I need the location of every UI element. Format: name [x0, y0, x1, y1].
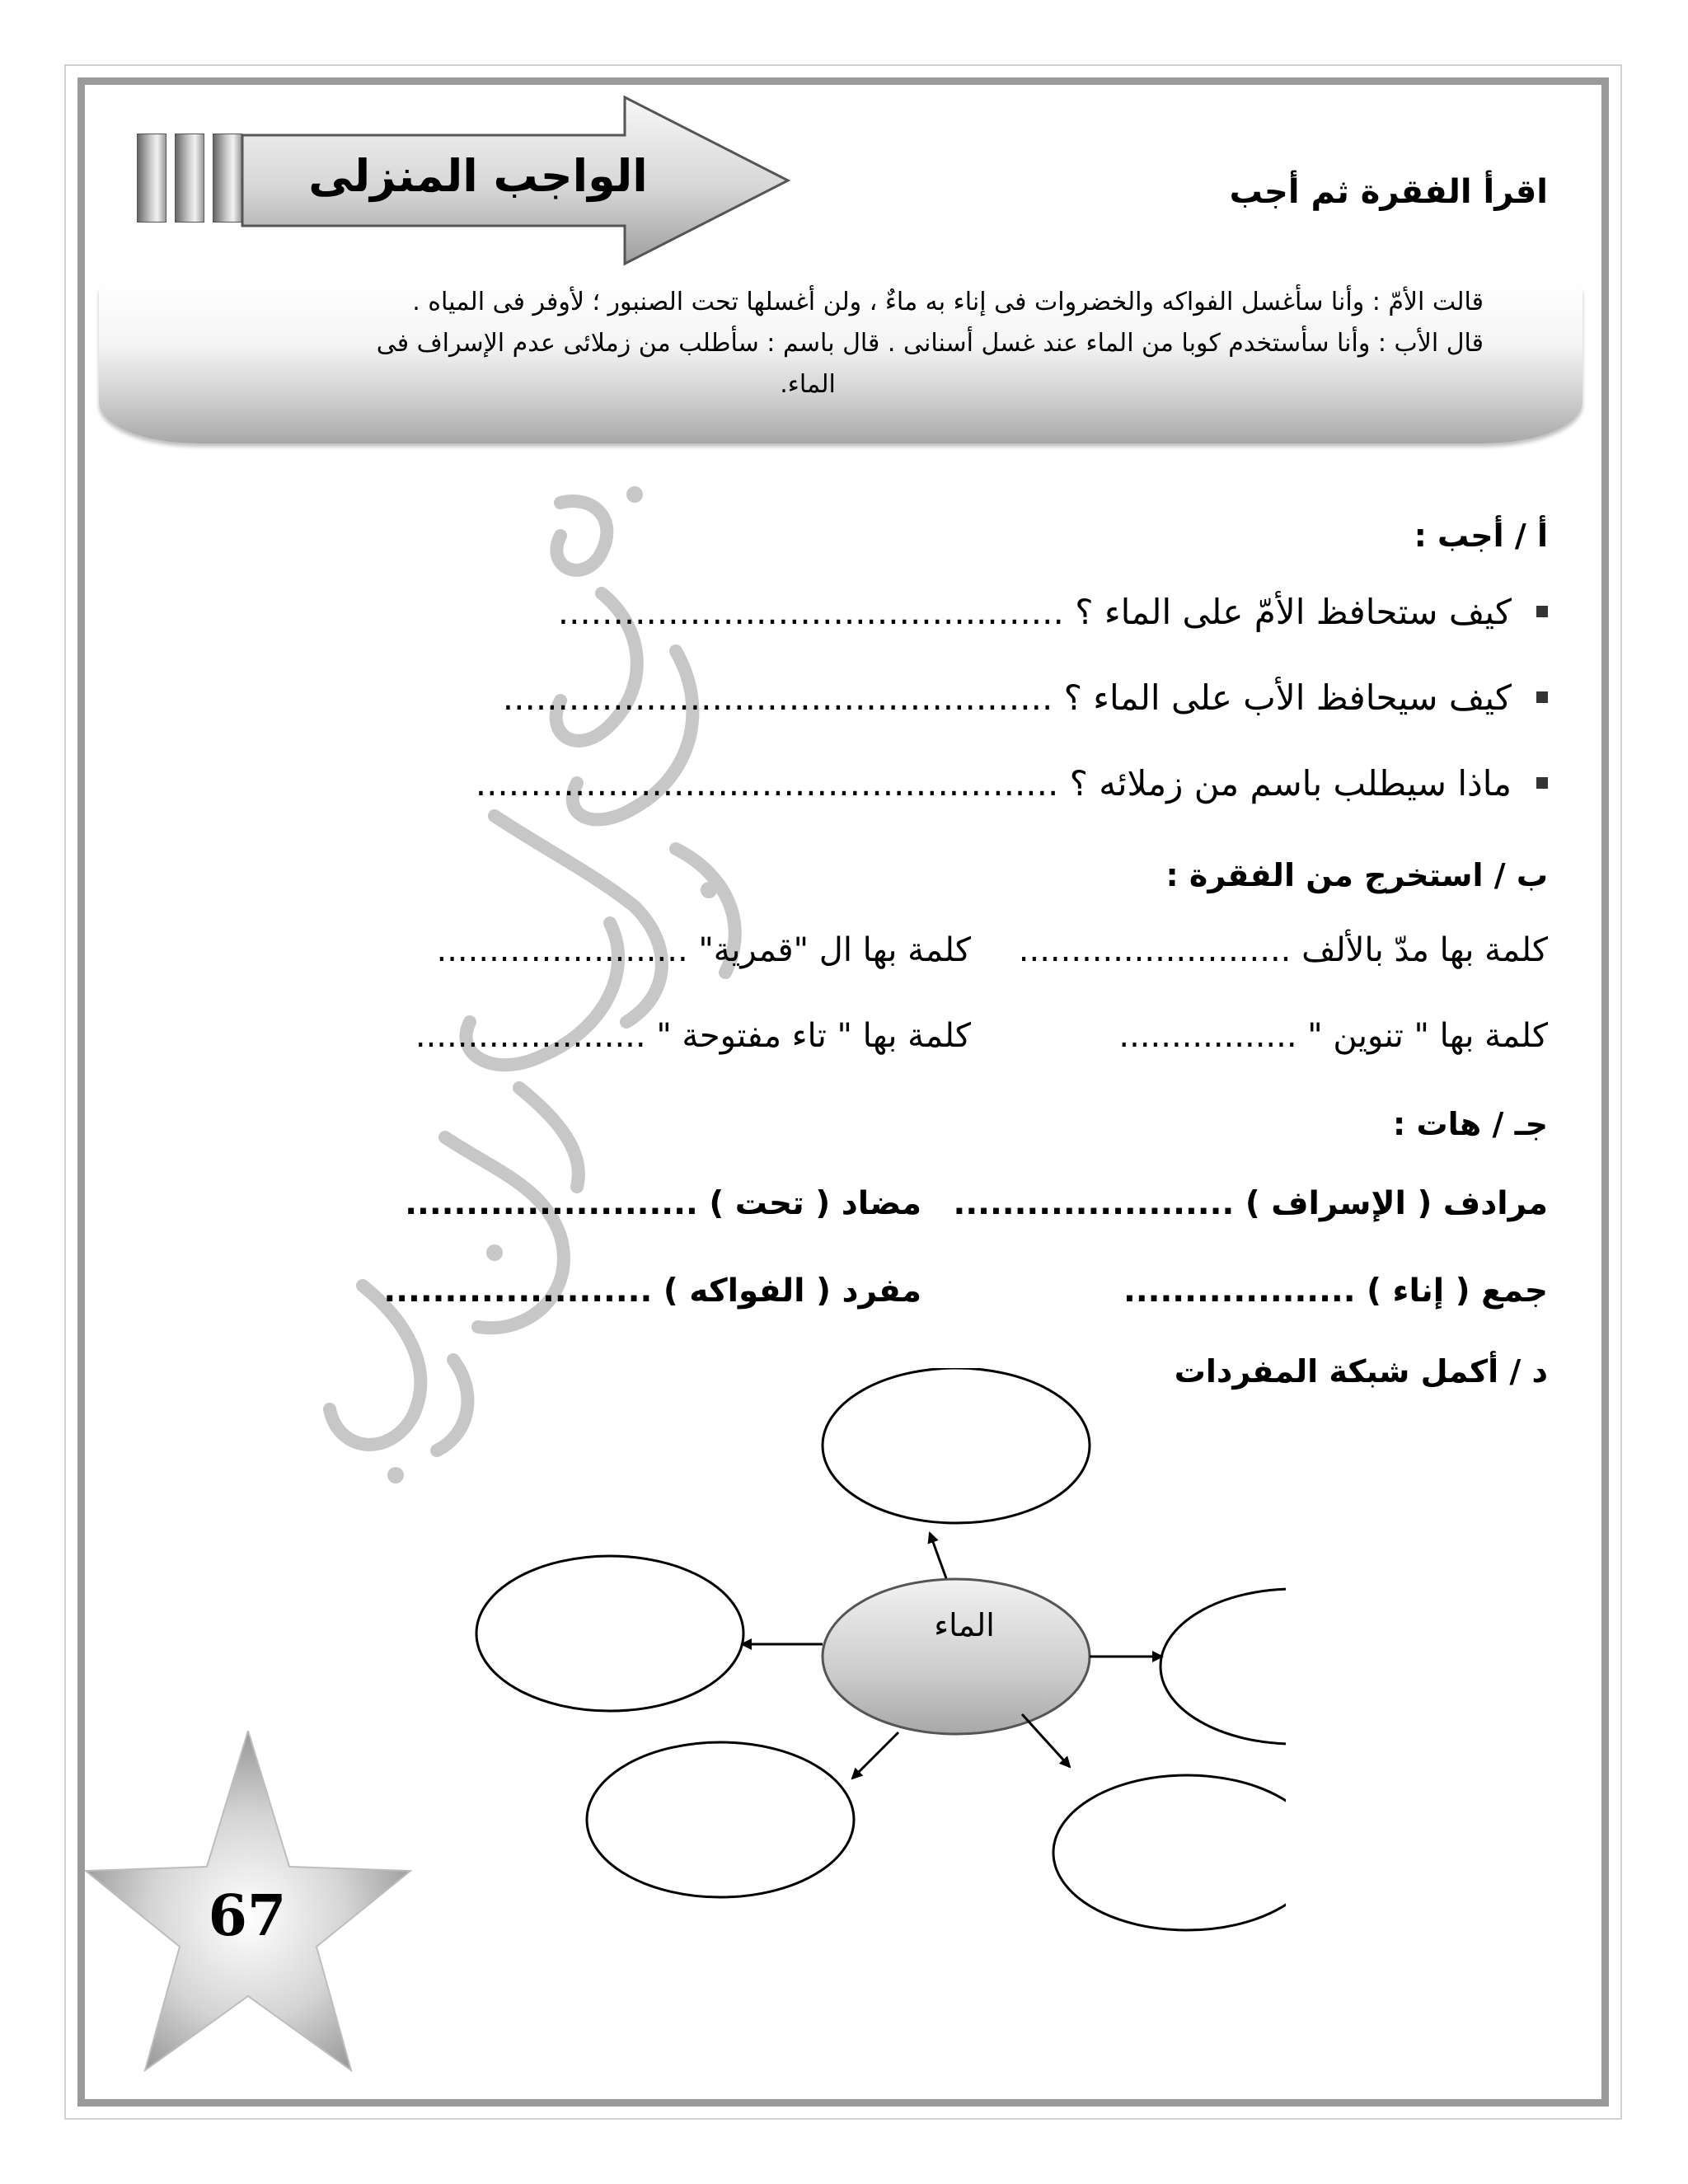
banner-title: الواجب المنزلى	[308, 150, 648, 202]
section-d-title: د / أكمل شبكة المفردات	[1174, 1353, 1548, 1390]
question-text: كيف سيحافظ الأب على الماء ؟ ..................................................	[502, 677, 1512, 718]
passage-line: الماء.	[780, 370, 836, 399]
question-text: ماذا سيطلب باسم من زملائه ؟ .....................................................	[475, 763, 1512, 804]
passage-line: قالت الأمّ : وأنا سأغسل الفواكه والخضروات فى إناء به ماءٌ ، ولن أغسلها تحت الصنبور ؛ لأوفر فى المياه .	[412, 288, 1484, 316]
empty-word-oval[interactable]	[1053, 1775, 1286, 1930]
bullet-icon	[1536, 691, 1548, 703]
question-text: كيف ستحافظ الأمّ على الماء ؟ ..............................................	[557, 592, 1512, 632]
vocab-row-1-left: مضاد ( تحت ) ........................	[405, 1185, 921, 1222]
center-word-oval	[823, 1579, 1090, 1734]
question-item	[558, 592, 1548, 632]
decorative-bar	[137, 134, 166, 223]
reading-passage	[99, 282, 1582, 443]
empty-word-oval[interactable]	[1160, 1589, 1286, 1744]
network-arrow	[930, 1533, 946, 1578]
question-item	[476, 763, 1548, 804]
decorative-bar	[213, 134, 242, 223]
page-number: 67	[208, 1883, 287, 1949]
question-item	[503, 677, 1548, 718]
empty-word-oval[interactable]	[587, 1742, 854, 1897]
extract-row-2-right: كلمة بها " تنوين " .................	[1118, 1017, 1548, 1055]
vocab-row-1-right: مرادف ( الإسراف ) .......................	[953, 1185, 1548, 1222]
instruction-heading: اقرأ الفقرة ثم أجب	[1229, 173, 1548, 211]
homework-banner	[239, 94, 799, 267]
bullet-icon	[1536, 606, 1548, 617]
section-b-title: ب / استخرج من الفقرة :	[1165, 857, 1548, 893]
empty-word-oval[interactable]	[823, 1368, 1090, 1523]
section-a-title: أ / أجب :	[1414, 518, 1548, 554]
vocab-row-2-right: جمع ( إناء ) ...................	[1123, 1272, 1548, 1310]
bullet-icon	[1536, 777, 1548, 789]
network-arrow	[1022, 1714, 1070, 1767]
extract-row-1-left: كلمة بها ال "قمرية" ........................	[436, 931, 971, 969]
passage-line: قال الأب : وأنا سأستخدم كوبا من الماء عند غسل أسنانى . قال باسم : سأطلب من زملائى عدم الإسراف فى	[376, 329, 1484, 358]
vocabulary-network	[462, 1368, 1286, 2027]
empty-word-oval[interactable]	[476, 1556, 743, 1711]
extract-row-2-left: كلمة بها " تاء مفتوحة " ......................	[415, 1017, 971, 1055]
decorative-bar	[175, 134, 204, 223]
section-c-title: جـ / هات :	[1393, 1106, 1548, 1142]
network-arrow	[852, 1732, 898, 1779]
center-word: الماء	[934, 1607, 995, 1643]
vocab-row-2-left: مفرد ( الفواكه ) ......................	[383, 1272, 921, 1310]
extract-row-1-right: كلمة بها مدّ بالألف ..........................	[1018, 931, 1548, 969]
